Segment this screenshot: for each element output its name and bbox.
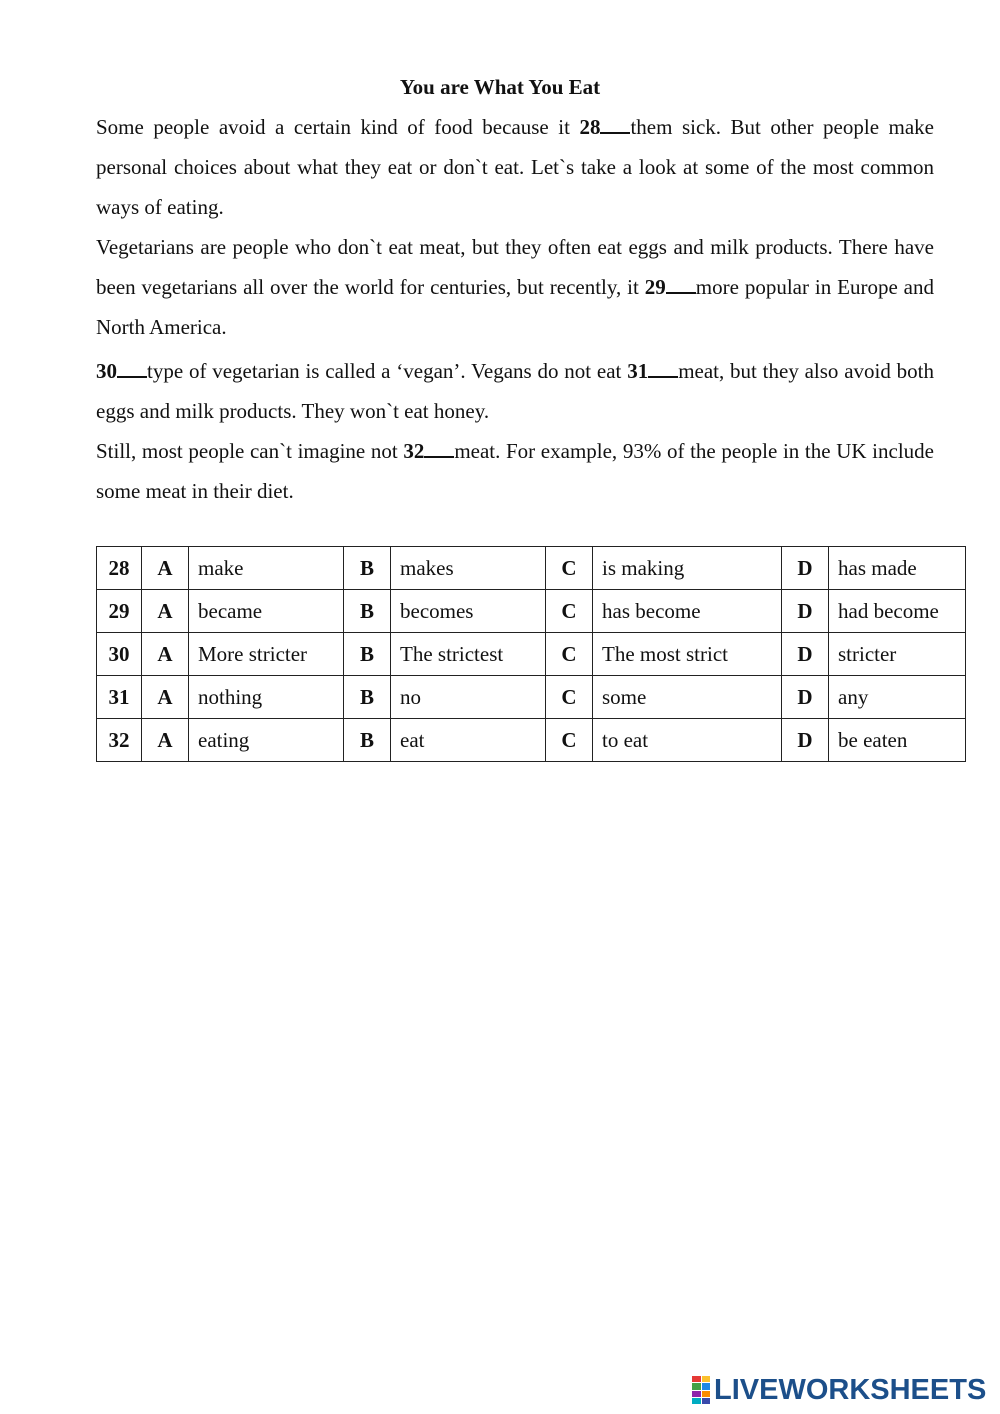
option-c[interactable]: to eat: [593, 719, 782, 762]
option-letter-c: C: [546, 633, 593, 676]
option-c[interactable]: has become: [593, 590, 782, 633]
option-letter-a: A: [142, 719, 189, 762]
option-letter-d: D: [782, 547, 829, 590]
paragraph-text: them sick. But other people make personal choices about what they eat or don`t eat. Let`s take a look at some of the most common ways of eating.: [96, 115, 935, 219]
logo-tile: [702, 1383, 711, 1389]
answer-options-table: [96, 546, 966, 762]
paragraph-text: meat. For example, 93% of the people in the UK include some meat in their diet.: [96, 439, 934, 503]
paragraph-text: type of vegetarian is called a ‘vegan’. Vegans do not eat: [147, 359, 628, 383]
paragraph-text: Vegetarians are people who don`t eat meat, but they often eat eggs and milk products. There have been vegetarians all over the world for centuries, but recently, it: [96, 235, 934, 299]
paragraph-1: [96, 107, 934, 227]
gap-line: [117, 361, 147, 378]
gap-28: [579, 115, 630, 139]
logo-tile: [692, 1383, 701, 1389]
option-d[interactable]: stricter: [829, 633, 966, 676]
gap-31: [627, 359, 678, 383]
option-letter-c: C: [546, 719, 593, 762]
option-letter-a: A: [142, 547, 189, 590]
option-letter-b: B: [344, 590, 391, 633]
option-b[interactable]: makes: [391, 547, 546, 590]
option-letter-c: C: [546, 676, 593, 719]
gap-line: [666, 277, 696, 294]
gap-29: [645, 275, 696, 299]
option-a[interactable]: More stricter: [189, 633, 344, 676]
paragraph-text: Still, most people can`t imagine not: [96, 439, 404, 463]
question-number: 30: [97, 633, 142, 676]
option-letter-a: A: [142, 590, 189, 633]
option-b[interactable]: becomes: [391, 590, 546, 633]
paragraph-text: Some people avoid a certain kind of food because it: [96, 115, 580, 139]
option-letter-a: A: [142, 633, 189, 676]
question-number: 28: [97, 547, 142, 590]
option-c[interactable]: some: [593, 676, 782, 719]
question-row: [97, 719, 966, 762]
gap-line: [648, 361, 678, 378]
question-number: 29: [97, 590, 142, 633]
gap-number: 30: [96, 359, 117, 383]
paragraph-3: [96, 351, 934, 431]
option-a[interactable]: make: [189, 547, 344, 590]
question-row: [97, 633, 966, 676]
question-number: 32: [97, 719, 142, 762]
paragraph-text: meat, but they also avoid both eggs and milk products. They won`t eat honey.: [96, 359, 934, 423]
option-a[interactable]: eating: [189, 719, 344, 762]
option-a[interactable]: nothing: [189, 676, 344, 719]
option-b[interactable]: no: [391, 676, 546, 719]
option-letter-b: B: [344, 547, 391, 590]
gap-line: [600, 117, 630, 134]
option-letter-d: D: [782, 590, 829, 633]
gap-number: 28: [579, 115, 601, 139]
gap-30: [96, 359, 147, 383]
paragraph-text: more popular in Europe and North America.: [96, 275, 934, 339]
paragraph-2: [96, 227, 934, 347]
option-a[interactable]: became: [189, 590, 344, 633]
question-row: [97, 547, 966, 590]
question-number: 31: [97, 676, 142, 719]
option-letter-d: D: [782, 676, 829, 719]
option-c[interactable]: is making: [593, 547, 782, 590]
liveworksheets-logo[interactable]: [692, 1374, 986, 1406]
gap-number: 32: [403, 439, 425, 463]
logo-tile: [702, 1376, 711, 1382]
liveworksheets-logo-icon: [692, 1376, 710, 1404]
option-b[interactable]: eat: [391, 719, 546, 762]
gap-32: [403, 439, 454, 463]
option-d[interactable]: has made: [829, 547, 966, 590]
paragraph-4: [96, 431, 934, 511]
option-c[interactable]: The most strict: [593, 633, 782, 676]
logo-tile: [692, 1376, 701, 1382]
option-letter-d: D: [782, 719, 829, 762]
gap-number: 29: [644, 275, 666, 299]
logo-tile: [702, 1391, 711, 1397]
gap-line: [424, 441, 454, 458]
option-letter-b: B: [344, 719, 391, 762]
option-d[interactable]: any: [829, 676, 966, 719]
logo-tile: [692, 1391, 701, 1397]
option-letter-a: A: [142, 676, 189, 719]
gap-number: 31: [627, 359, 649, 383]
option-d[interactable]: be eaten: [829, 719, 966, 762]
option-d[interactable]: had become: [829, 590, 966, 633]
option-letter-b: B: [344, 633, 391, 676]
option-letter-c: C: [546, 547, 593, 590]
logo-text: LIVEWORKSHEETS: [714, 1373, 987, 1406]
option-letter-b: B: [344, 676, 391, 719]
option-letter-d: D: [782, 633, 829, 676]
worksheet-title: You are What You Eat: [399, 75, 601, 99]
option-b[interactable]: The strictest: [391, 633, 546, 676]
question-row: [97, 676, 966, 719]
logo-tile: [702, 1398, 711, 1404]
logo-tile: [692, 1398, 701, 1404]
option-letter-c: C: [546, 590, 593, 633]
question-row: [97, 590, 966, 633]
